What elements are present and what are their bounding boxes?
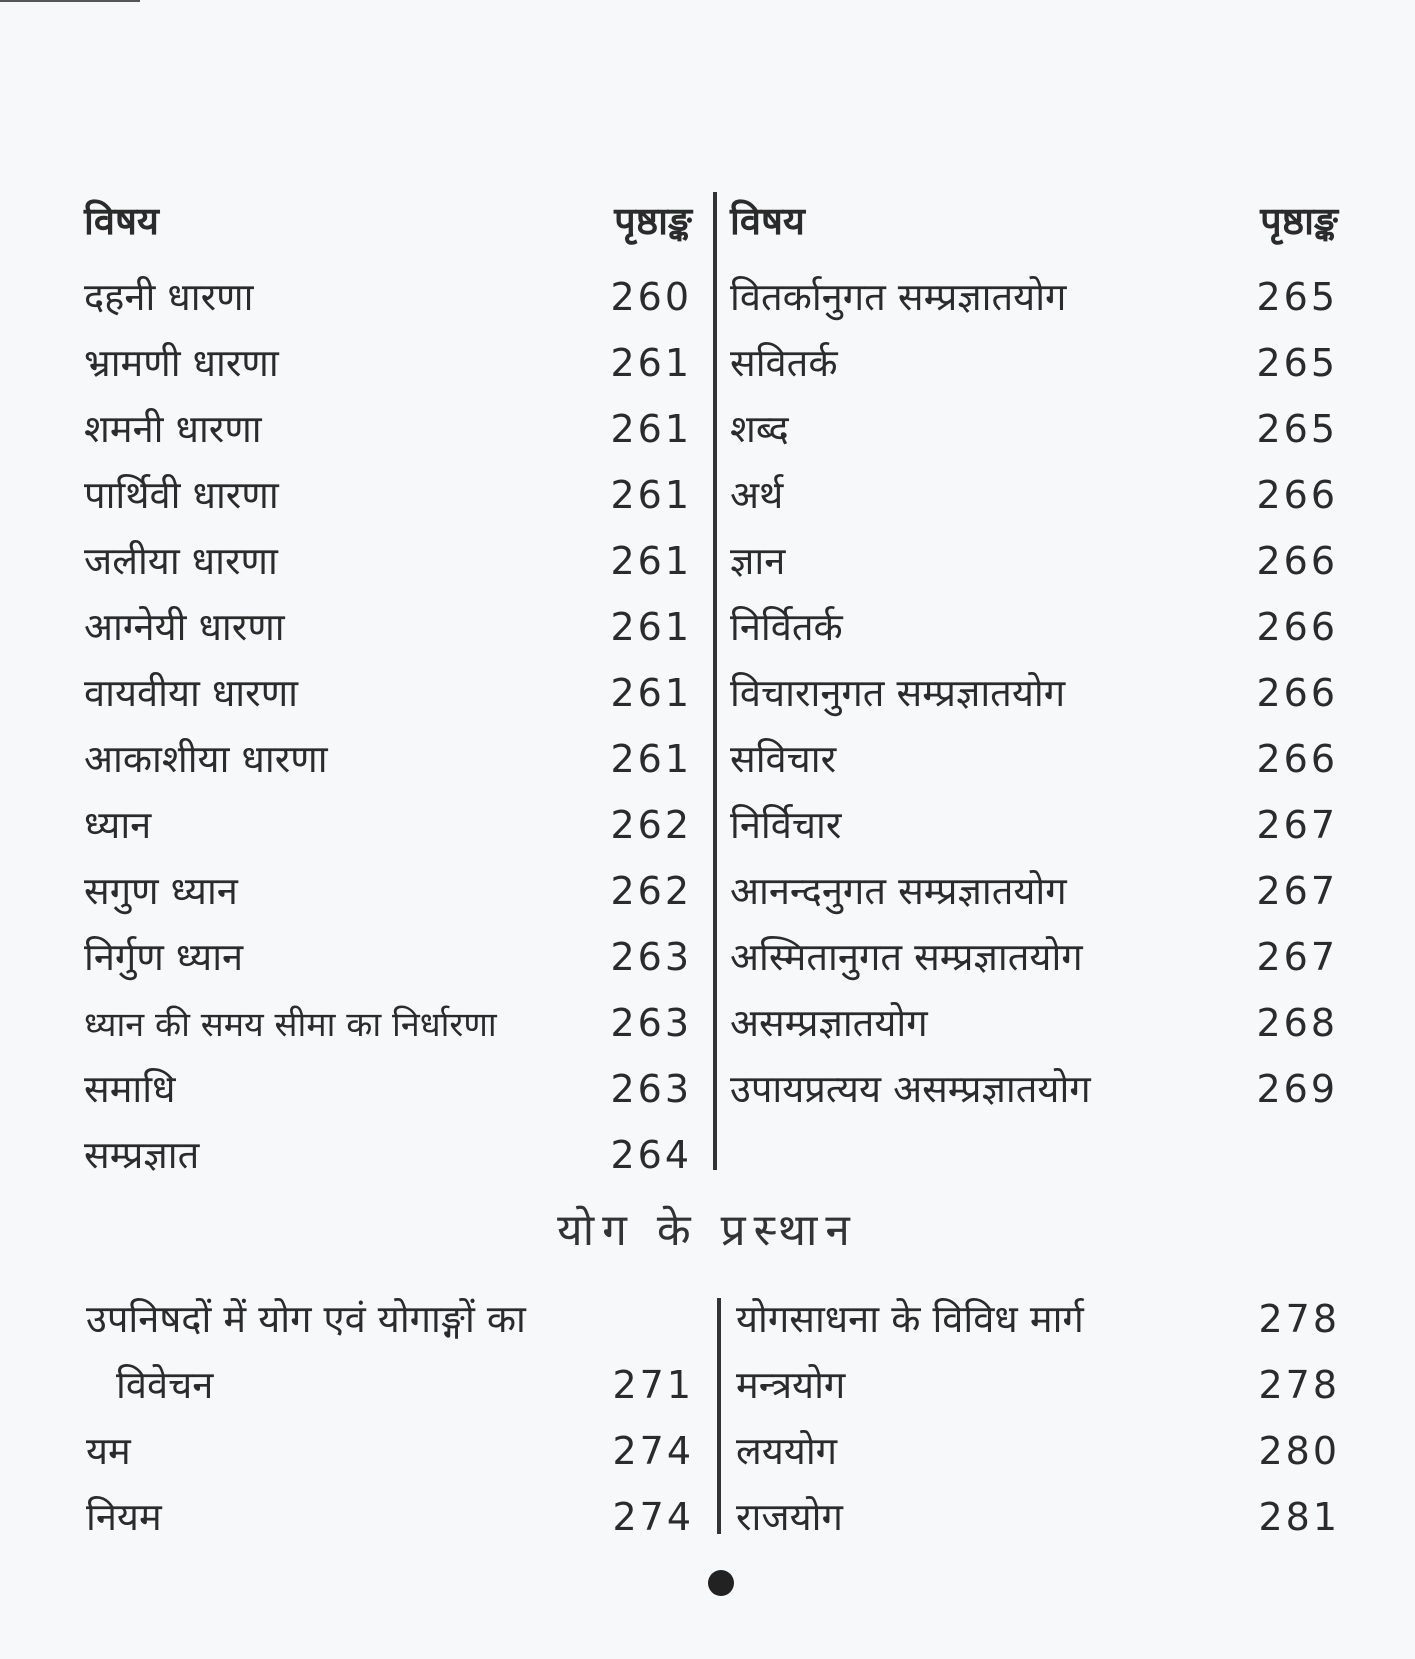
toc-entry [84,990,692,1056]
entry-page: 265 [1256,275,1338,319]
entry-page: 266 [1256,671,1338,715]
entry-title: निर्गुण ध्यान [84,935,244,979]
entry-page: 263 [610,935,692,979]
toc-right-column [730,188,1338,1122]
entry-page: 268 [1256,1001,1338,1045]
entry-title: ध्यान की समय सीमा का निर्धारणा [84,1005,497,1045]
entry-page: 261 [610,341,692,385]
entry-page: 274 [612,1495,694,1539]
toc-entry [730,858,1338,924]
toc-entry [736,1484,1340,1550]
entry-page: 267 [1256,869,1338,913]
entry-title: उपनिषदों में योग एवं योगाङ्गों का [86,1297,526,1341]
entry-page: 263 [610,1001,692,1045]
column-divider [713,192,717,1170]
section-title: योग के प्रस्थान [557,1205,858,1256]
toc-entry [736,1418,1340,1484]
toc-entry [84,396,692,462]
header-row-left [84,188,692,260]
toc-entry [736,1352,1340,1418]
entry-title: नियम [86,1495,162,1539]
toc-entry [730,726,1338,792]
toc-entry [730,792,1338,858]
entry-page: 266 [1256,737,1338,781]
toc-entry [730,396,1338,462]
entry-page: 261 [610,605,692,649]
entry-title: शमनी धारणा [84,407,262,451]
entry-title: निर्विचार [730,803,842,847]
toc-entry [84,792,692,858]
toc-entry [84,1122,692,1188]
toc-entry [730,990,1338,1056]
entry-title: असम्प्रज्ञातयोग [730,1001,928,1045]
entry-page: 262 [610,803,692,847]
entry-title: सम्प्रज्ञात [84,1133,200,1177]
entry-page: 262 [610,869,692,913]
toc-entry [730,594,1338,660]
entry-page: 261 [610,473,692,517]
entry-title: जलीया धारणा [84,539,278,583]
entry-page: 278 [1258,1297,1340,1341]
toc-entry [84,264,692,330]
toc-entry [730,264,1338,330]
toc-entry [84,726,692,792]
toc-entry [84,330,692,396]
toc-entry [86,1418,694,1484]
toc-entry [84,528,692,594]
entry-title: लययोग [736,1429,838,1473]
entry-title: ध्यान [84,803,152,847]
entry-title: समाधि [84,1067,176,1111]
toc-entry [730,462,1338,528]
entry-title: यम [86,1429,131,1473]
entry-title: सवितर्क [730,341,838,385]
page-header: पृष्ठाङ्क [614,199,692,243]
entry-title: दहनी धारणा [84,275,254,319]
section-right-column [736,1286,1340,1550]
entry-title: आग्नेयी धारणा [84,605,285,649]
entry-title: ज्ञान [730,539,786,583]
entry-page: 265 [1256,407,1338,451]
section-left-column [86,1286,694,1550]
entry-page: 261 [610,407,692,451]
entry-page: 264 [610,1133,692,1177]
entry-title: सगुण ध्यान [84,869,238,913]
entry-title: पार्थिवी धारणा [84,473,279,517]
top-rule [0,0,140,2]
toc-entry [84,462,692,528]
page-header: पृष्ठाङ्क [1260,199,1338,243]
entry-page: 274 [612,1429,694,1473]
toc-entry [86,1286,694,1352]
entry-title: वायवीया धारणा [84,671,299,715]
toc-entry [84,924,692,990]
entry-page: 263 [610,1067,692,1111]
entry-page: 267 [1256,935,1338,979]
toc-entry [730,924,1338,990]
toc-left-column [84,188,692,1188]
toc-entry [730,528,1338,594]
toc-entry [736,1286,1340,1352]
entry-page: 265 [1256,341,1338,385]
entry-title: अर्थ [730,473,784,517]
toc-entry [84,858,692,924]
bullet-ornament [708,1570,734,1596]
entry-title-continued: विवेचन [116,1363,214,1407]
toc-entry [84,660,692,726]
entry-title: वितर्कानुगत सम्प्रज्ञातयोग [730,275,1067,319]
toc-entry [730,1056,1338,1122]
subject-header: विषय [84,199,159,243]
entry-title: उपायप्रत्यय असम्प्रज्ञातयोग [730,1067,1091,1111]
entry-page: 280 [1258,1429,1340,1473]
entry-page: 266 [1256,473,1338,517]
entry-page: 261 [610,671,692,715]
entry-page: 266 [1256,605,1338,649]
column-divider [717,1298,721,1534]
entry-page: 261 [610,539,692,583]
entry-title: मन्त्रयोग [736,1363,846,1407]
entry-title: राजयोग [736,1495,843,1539]
entry-page: 260 [610,275,692,319]
entry-page: 278 [1258,1363,1340,1407]
entry-title: अस्मितानुगत सम्प्रज्ञातयोग [730,935,1083,979]
entry-title: भ्रामणी धारणा [84,341,279,385]
toc-entry [86,1352,694,1418]
subject-header: विषय [730,199,805,243]
entry-page: 281 [1258,1495,1340,1539]
toc-entry [86,1484,694,1550]
toc-entry [84,1056,692,1122]
entry-title: आकाशीया धारणा [84,737,328,781]
entry-title: शब्द [730,407,789,451]
entry-page: 271 [612,1363,694,1407]
header-row-right [730,188,1338,260]
entry-page: 269 [1256,1067,1338,1111]
toc-entry [84,594,692,660]
toc-entry [730,660,1338,726]
entry-title: योगसाधना के विविध मार्ग [736,1297,1084,1341]
entry-page: 267 [1256,803,1338,847]
entry-page: 266 [1256,539,1338,583]
entry-page: 261 [610,737,692,781]
entry-title: विचारानुगत सम्प्रज्ञातयोग [730,671,1066,715]
entry-title: निर्वितर्क [730,605,843,649]
entry-title: सविचार [730,737,837,781]
entry-title: आनन्दनुगत सम्प्रज्ञातयोग [730,869,1067,913]
toc-entry [730,330,1338,396]
